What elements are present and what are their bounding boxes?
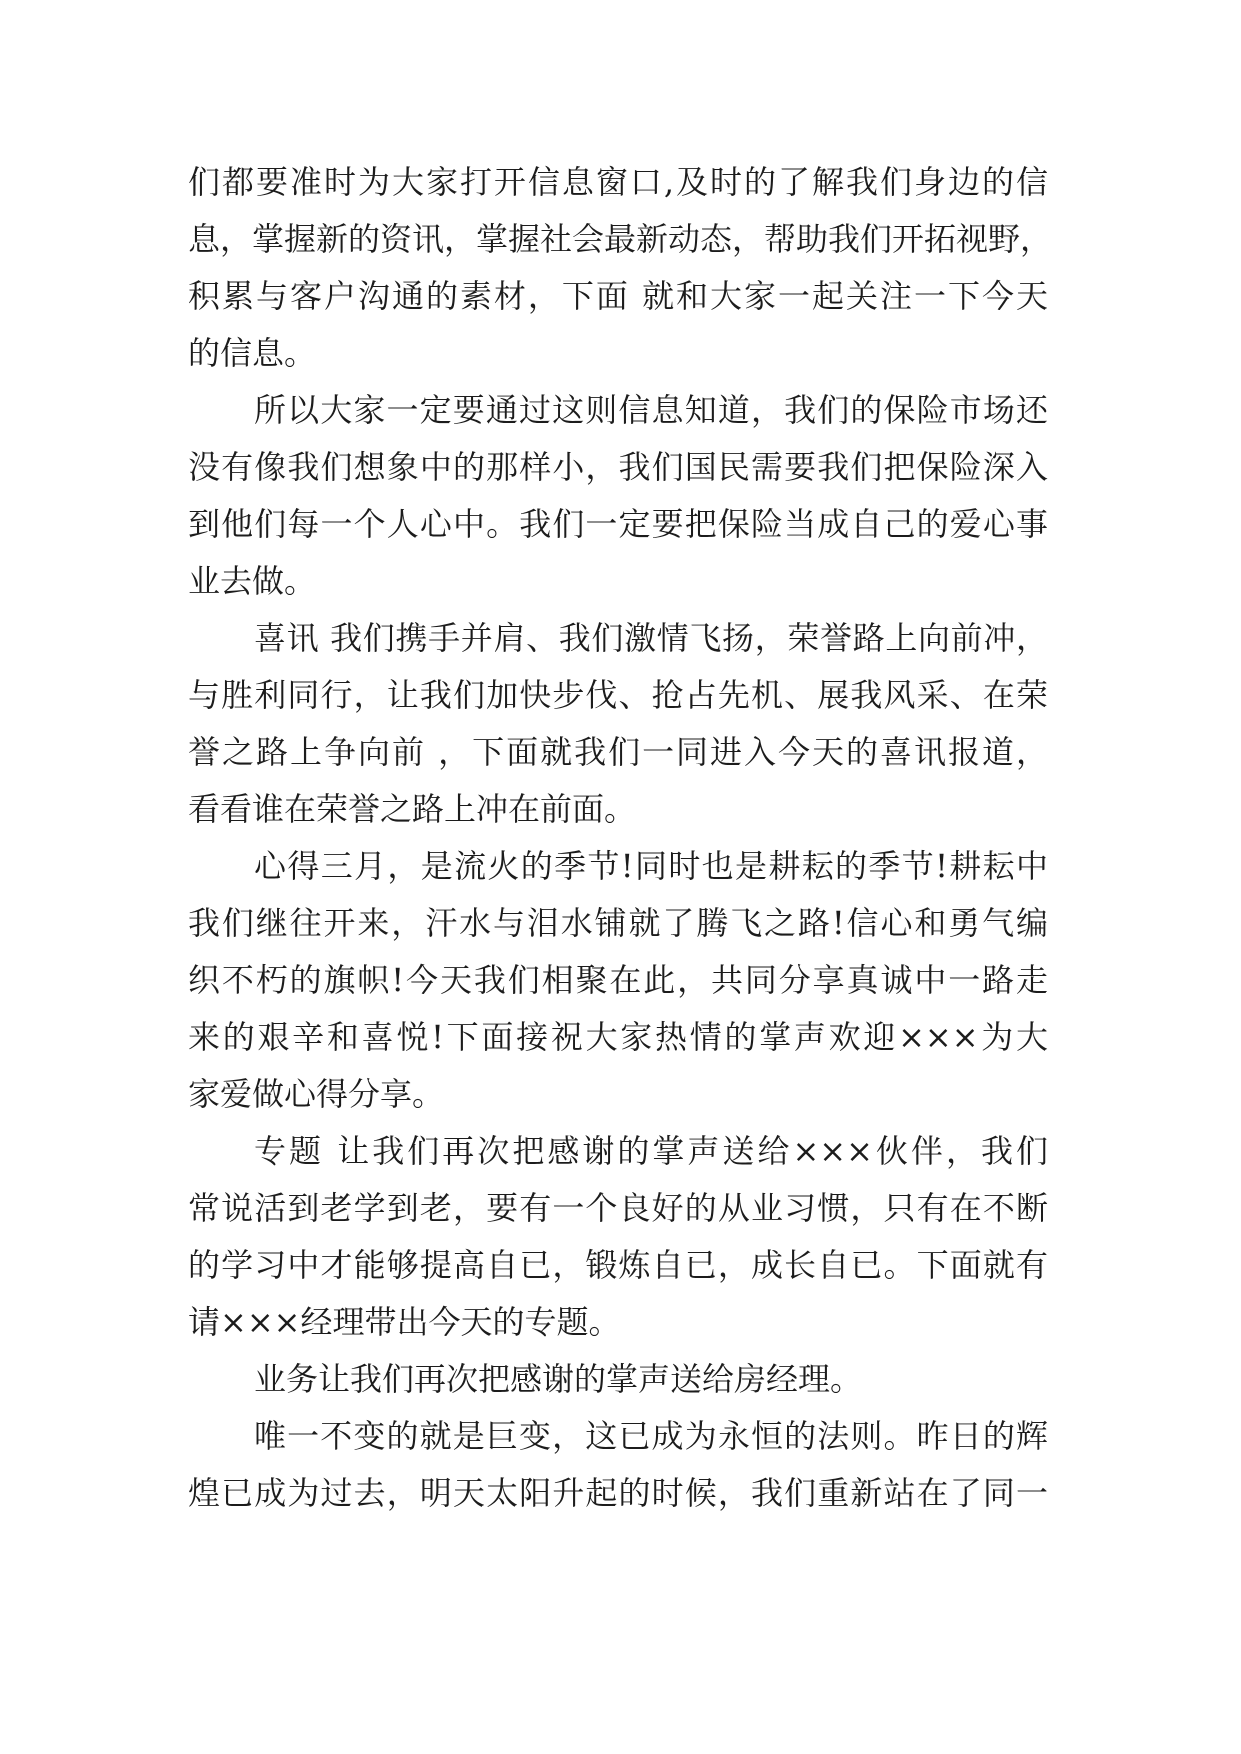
text-line: 到他们每一个人心中。我们一定要把保险当成自己的爱心事 (188, 505, 1048, 543)
text-line: 我们继往开来，汗水与泪水铺就了腾飞之路!信心和勇气编 (188, 904, 1048, 942)
text-line: 与胜利同行，让我们加快步伐、抢占先机、展我风采、在荣 (188, 676, 1048, 714)
text-line: 喜讯 我们携手并肩、我们激情飞扬，荣誉路上向前冲， (254, 619, 1048, 657)
text-line: 常说活到老学到老，要有一个良好的从业习惯，只有在不断 (188, 1189, 1048, 1227)
text-line: 息，掌握新的资讯，掌握社会最新动态，帮助我们开拓视野， (188, 220, 1053, 258)
text-line: 唯一不变的就是巨变，这已成为永恒的法则。昨日的辉 (254, 1417, 1048, 1455)
text-line: 业务让我们再次把感谢的掌声送给房经理。 (254, 1360, 863, 1398)
text-line: 所以大家一定要通过这则信息知道，我们的保险市场还 (254, 391, 1048, 429)
text-line: 的学习中才能够提高自已，锻炼自已，成长自已。下面就有 (188, 1246, 1048, 1284)
text-line: 织不朽的旗帜!今天我们相聚在此，共同分享真诚中一路走 (188, 961, 1048, 999)
text-line: 们都要准时为大家打开信息窗口,及时的了解我们身边的信 (188, 163, 1048, 201)
text-line: 业去做。 (188, 562, 317, 600)
text-line: 誉之路上争向前 ，下面就我们一同进入今天的喜讯报道， (188, 733, 1048, 771)
text-line: 的信息。 (188, 334, 317, 372)
text-line: 来的艰辛和喜悦!下面接祝大家热情的掌声欢迎×××为大 (188, 1018, 1048, 1056)
text-line: 专题 让我们再次把感谢的掌声送给×××伙伴，我们 (254, 1132, 1048, 1170)
text-line: 看看谁在荣誉之路上冲在前面。 (188, 790, 637, 828)
text-line: 没有像我们想象中的那样小，我们国民需要我们把保险深入 (188, 448, 1048, 486)
text-line: 心得三月，是流火的季节!同时也是耕耘的季节!耕耘中 (254, 847, 1048, 885)
text-line: 煌已成为过去，明天太阳升起的时候，我们重新站在了同一 (188, 1474, 1048, 1512)
text-line: 积累与客户沟通的素材，下面 就和大家一起关注一下今天 (188, 277, 1048, 315)
text-line: 请×××经理带出今天的专题。 (188, 1303, 621, 1341)
text-line: 家爱做心得分享。 (188, 1075, 445, 1113)
